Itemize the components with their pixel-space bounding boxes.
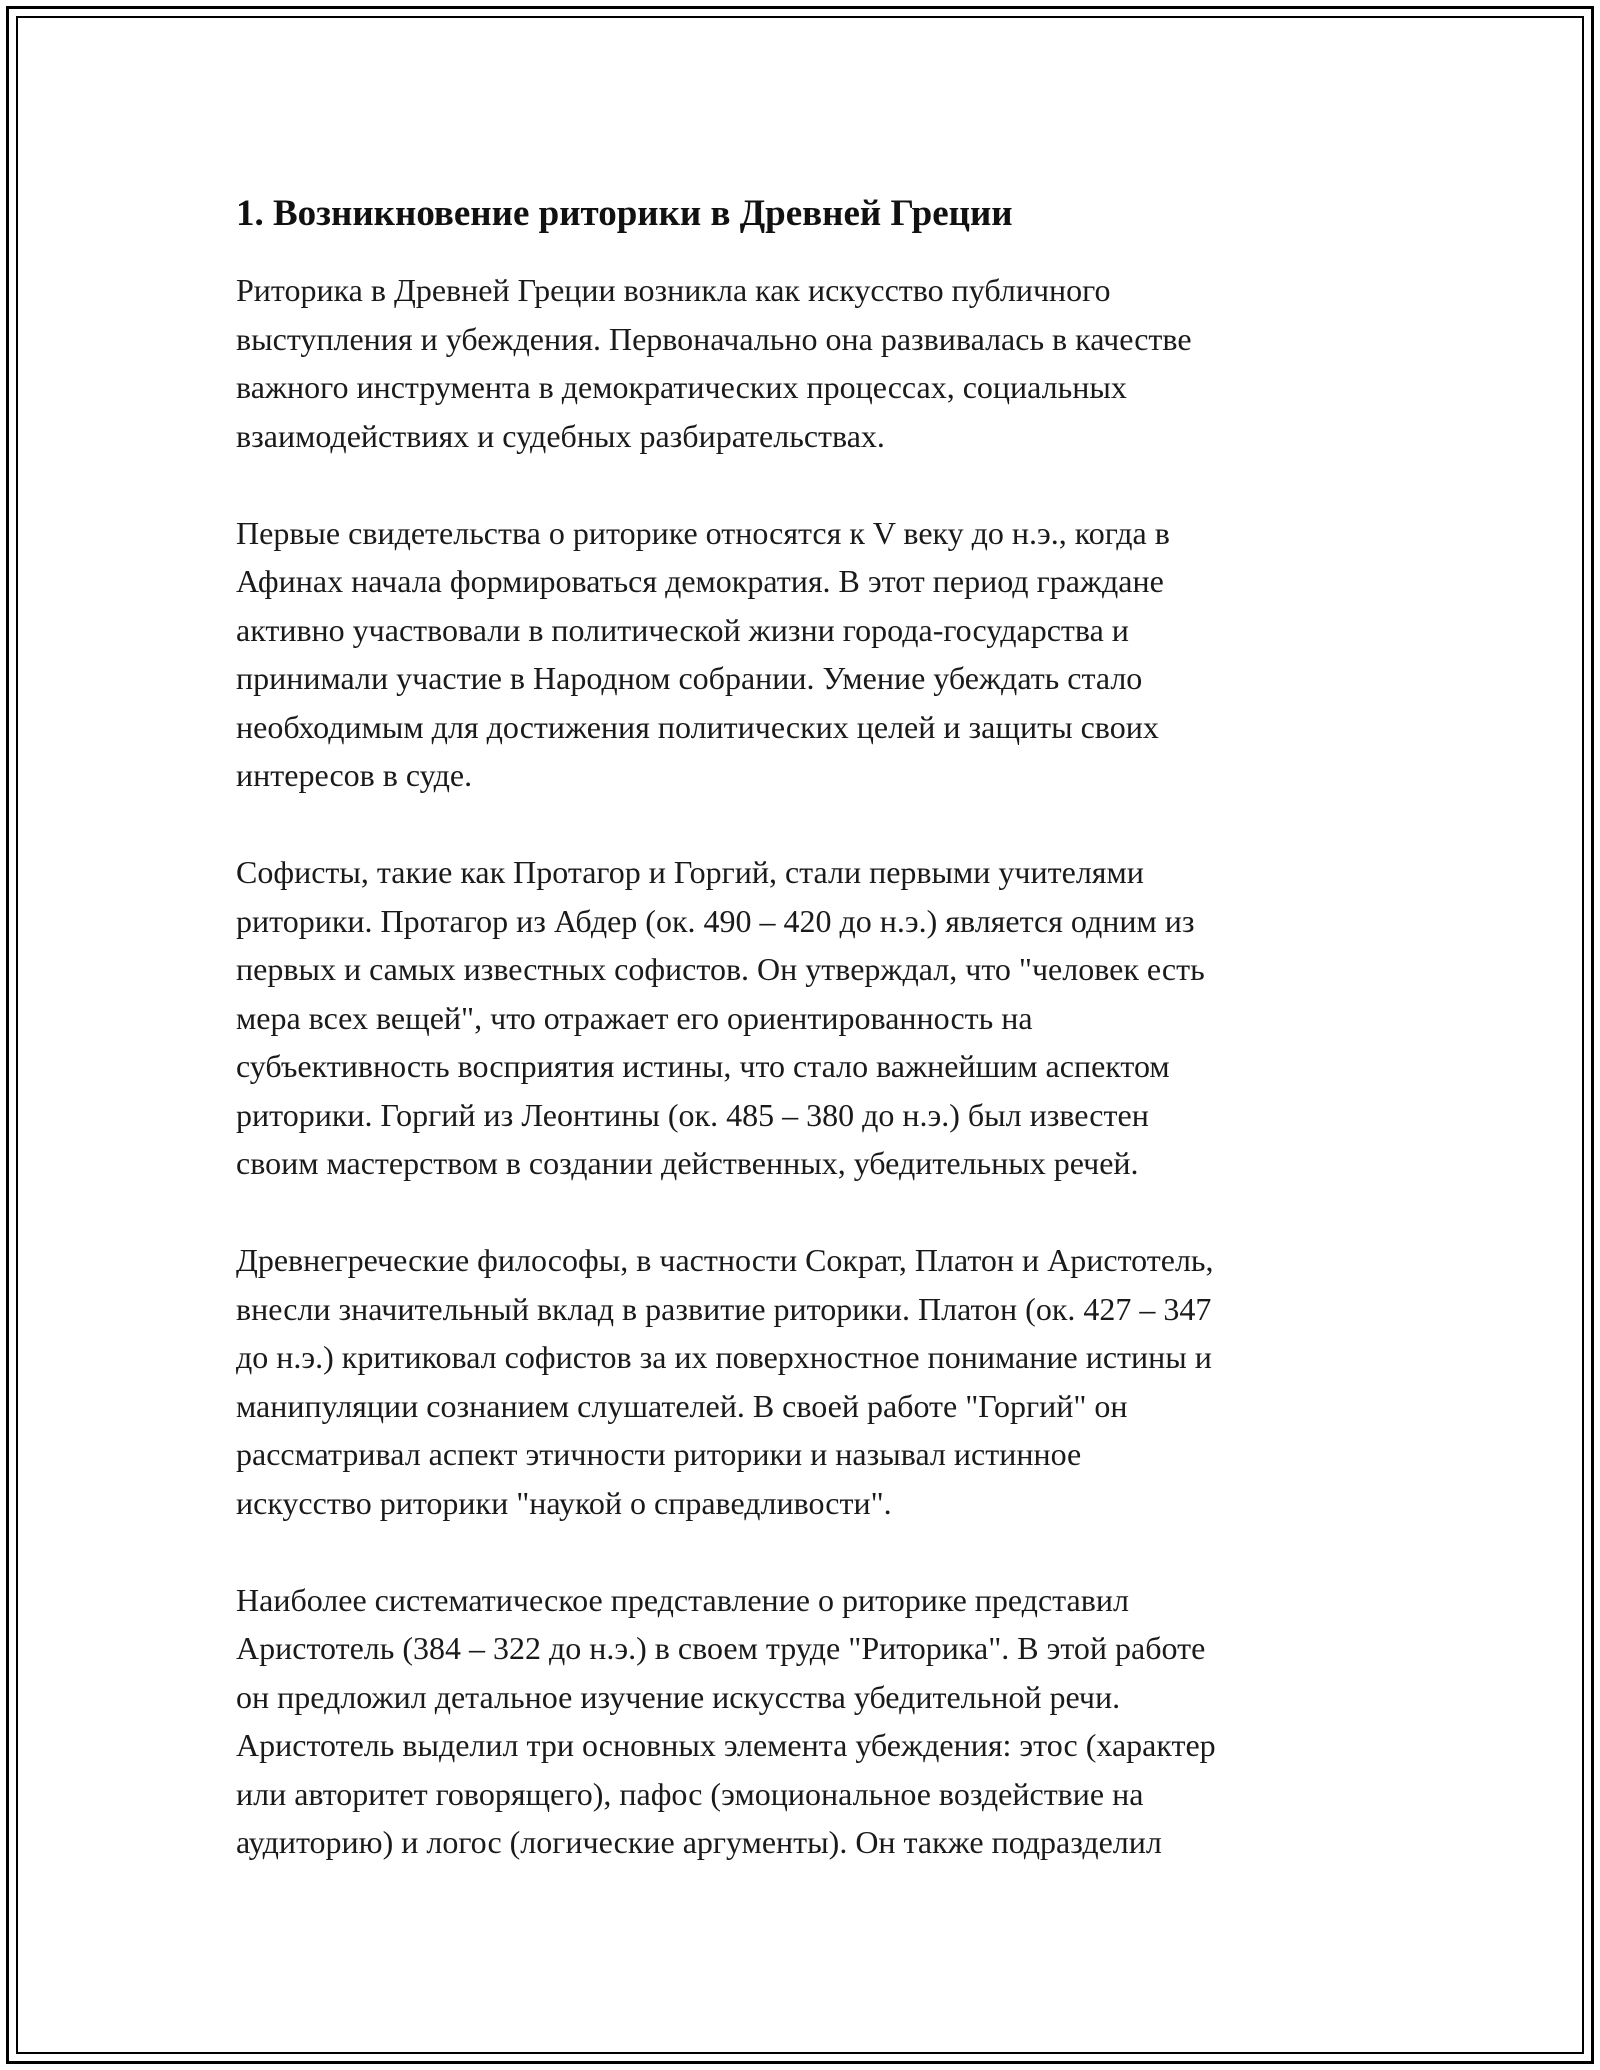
text-line: Риторика в Древней Греции возникла как искусство публичного	[236, 272, 1111, 308]
text-line: Наиболее систематическое представление о риторике представил	[236, 1581, 1129, 1618]
text-line: важного инструмента в демократических процессах, социальных	[236, 369, 1127, 405]
text-line: или авторитет говорящего), пафос (эмоциональное воздействие на	[236, 1775, 1144, 1812]
text-line: интересов в суде.	[236, 757, 473, 793]
text-line: рассматривал аспект этичности риторики и называл истинное	[236, 1436, 1082, 1472]
paragraph-5	[236, 1576, 1386, 1867]
text-line: Древнегреческие философы, в частности Сократ, Платон и Аристотель,	[236, 1242, 1214, 1278]
paragraph-2	[236, 509, 1386, 800]
text-line: мера всех вещей", что отражает его ориентированность на	[236, 999, 1033, 1036]
text-line: своим мастерством в создании действенных, убедительных речей.	[236, 1145, 1139, 1181]
text-line: принимали участие в Народном собрании. Умение убеждать стало	[236, 660, 1143, 696]
text-line: выступления и убеждения. Первоначально она развивалась в качестве	[236, 320, 1192, 357]
text-line: Аристотель (384 – 322 до н.э.) в своем труде "Риторика". В этой работе	[236, 1630, 1206, 1666]
text-line: аудиторию) и логос (логические аргументы). Он также подразделил	[236, 1824, 1162, 1860]
text-line: первых и самых известных софистов. Он утверждал, что "человек есть	[236, 951, 1205, 987]
text-line: Аристотель выделил три основных элемента убеждения: этос (характер	[236, 1727, 1216, 1763]
text-line: активно участвовали в политической жизни города-государства и	[236, 611, 1129, 648]
paragraph-4	[236, 1236, 1386, 1527]
text-line: он предложил детальное изучение искусства убедительной речи.	[236, 1678, 1121, 1715]
text-line: риторики. Протагор из Абдер (ок. 490 – 420 до н.э.) является одним из	[236, 902, 1195, 939]
text-line: Софисты, такие как Протагор и Горгий, стали первыми учителями	[236, 854, 1144, 890]
text-line: манипуляции сознанием слушателей. В своей работе "Горгий" он	[236, 1387, 1128, 1424]
paragraph-3	[236, 848, 1386, 1188]
paragraph-1	[236, 266, 1386, 460]
text-line: внесли значительный вклад в развитие риторики. Платон (ок. 427 – 347	[236, 1290, 1212, 1327]
text-line: искусство риторики "наукой о справедливости".	[236, 1484, 892, 1521]
text-line: до н.э.) критиковал софистов за их поверхностное понимание истины и	[236, 1339, 1212, 1375]
section-heading: 1. Возникновение риторики в Древней Греции	[236, 193, 1013, 234]
document-body	[236, 190, 1386, 1867]
text-line: Афинах начала формироваться демократия. В этот период граждане	[236, 563, 1164, 599]
text-line: риторики. Горгий из Леонтины (ок. 485 – 380 до н.э.) был известен	[236, 1096, 1149, 1133]
text-line: Первые свидетельства о риторике относятся к V веку до н.э., когда в	[236, 514, 1170, 551]
text-line: субъективность восприятия истины, что стало важнейшим аспектом	[236, 1048, 1170, 1084]
text-line: необходимым для достижения политических целей и защиты своих	[236, 708, 1159, 745]
text-line: взаимодействиях и судебных разбирательствах.	[236, 417, 885, 454]
